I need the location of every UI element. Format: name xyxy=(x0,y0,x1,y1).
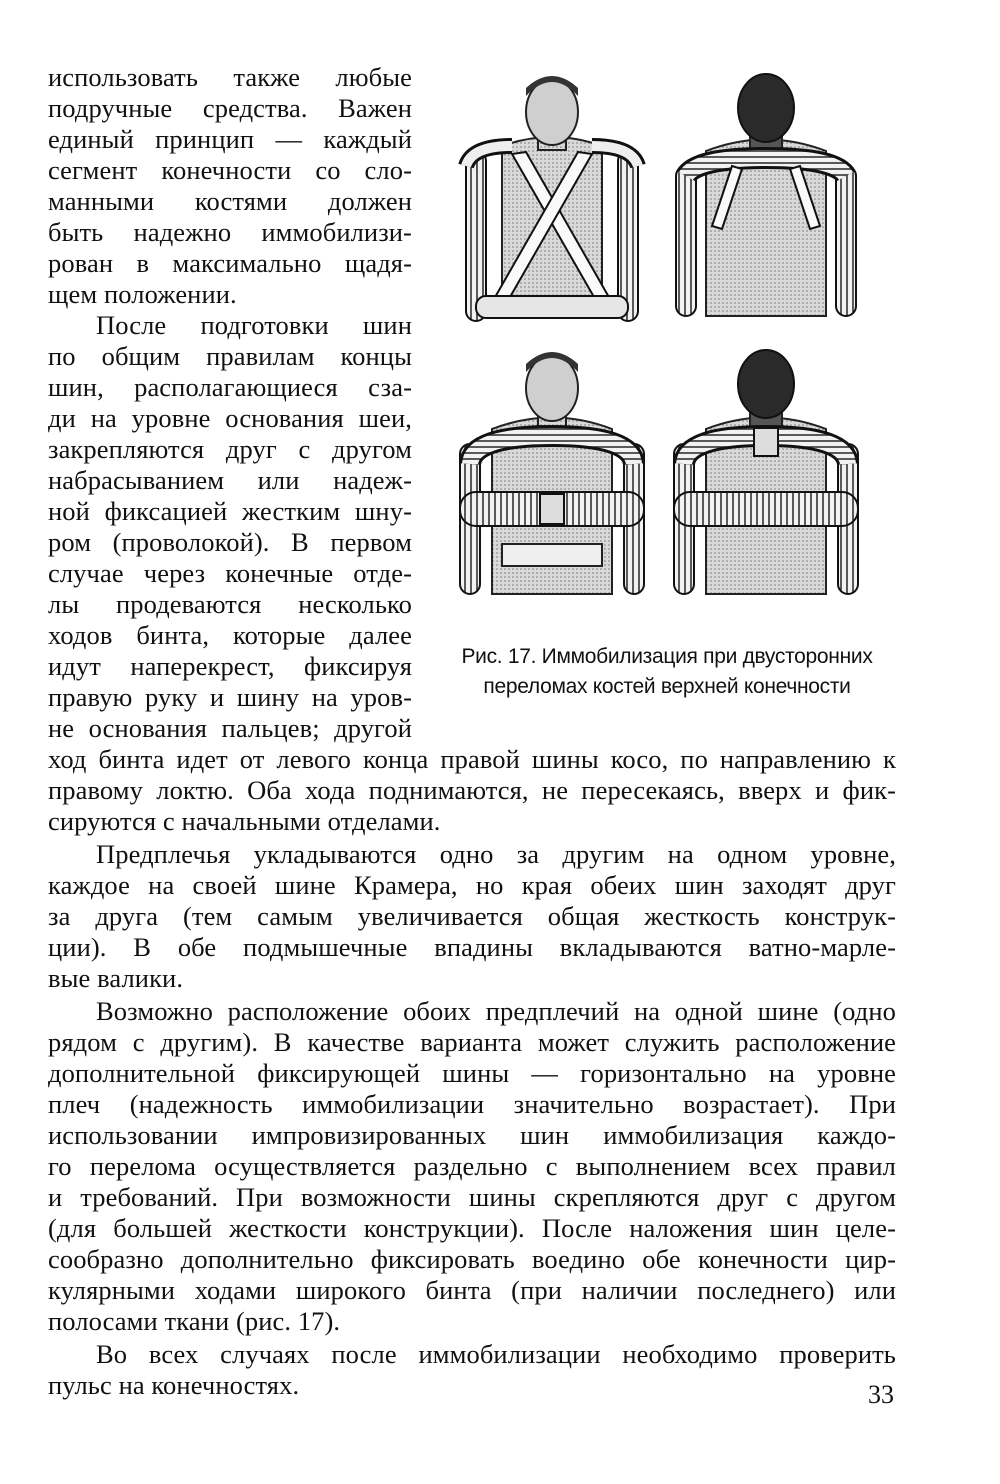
text-line: набрасыванием или надеж- xyxy=(48,465,412,495)
text-line: ди на уровне основания шеи, xyxy=(48,403,412,433)
text-line: не основания пальцев; другой xyxy=(48,713,412,743)
text-line: ход бинта идет от левого конца правой шины косо, по направлению к xyxy=(48,744,896,774)
text-line: рован в максимально щадя- xyxy=(48,248,412,278)
text-line: правому локтю. Оба хода поднимаются, не пересекаясь, вверх и фик- xyxy=(48,775,896,805)
text-line: и требований. При возможности шины скрепляются друг с другом xyxy=(48,1182,896,1212)
text-line: пульс на конечностях. xyxy=(48,1370,300,1400)
text-line: Во всех случаях после иммобилизации необходимо проверить xyxy=(96,1339,896,1369)
figure-panel-back-horizontal xyxy=(674,350,858,594)
text-line: за друга (тем самым увеличивается общая жесткость конструк- xyxy=(48,901,896,931)
text-line: вые валики. xyxy=(48,963,184,993)
text-line: ной фиксацией жестким шну- xyxy=(48,496,412,526)
text-line: ходов бинта, которые далее xyxy=(48,620,412,650)
figure-panel-back-crossed xyxy=(676,74,856,316)
text-line: единый принцип — каждый xyxy=(48,124,412,154)
text-line: ром (проволокой). В первом xyxy=(48,527,412,557)
text-line: сообразно дополнительно фиксировать воедино обе конечности цир- xyxy=(48,1244,896,1274)
text-line: Предплечья укладываются одно за другим на одном уровне, xyxy=(96,839,896,869)
figure-caption: переломах костей верхней конечности xyxy=(483,675,851,698)
text-line: Возможно расположение обоих предплечий на одной шине (одно xyxy=(96,996,896,1026)
text-line: шин, располагающиеся сза- xyxy=(48,372,412,402)
figure-caption: Рис. 17. Иммобилизация при двусторонних xyxy=(461,645,873,668)
figure-panel-front-crossed xyxy=(466,76,638,321)
text-line: идут наперекрест, фиксируя xyxy=(48,651,412,681)
text-line: закрепляются друг с другом xyxy=(48,434,412,464)
text-line: случае через конечные отде- xyxy=(48,558,412,588)
figure-immobilization xyxy=(452,66,866,614)
text-line: подручные средства. Важен xyxy=(48,93,412,123)
text-line: сегмент конечности со сло- xyxy=(48,155,412,185)
text-line: щем положении. xyxy=(48,279,237,309)
text-line: сируются с начальными отделами. xyxy=(48,806,441,836)
text-line: кулярными ходами широкого бинта (при наличии последнего) или xyxy=(48,1275,896,1305)
text-line: по общим правилам концы xyxy=(48,341,412,371)
text-line: использовать также любые xyxy=(48,62,412,92)
text-line: использовании импровизированных шин иммобилизация каждо- xyxy=(48,1120,896,1150)
text-line: правую руку и шину на уров- xyxy=(48,682,412,712)
text-line: лы продеваются несколько xyxy=(48,589,412,619)
text-line: манными костями должен xyxy=(48,186,412,216)
text-line: ции). В обе подмышечные впадины вкладываются ватно-марле- xyxy=(48,932,896,962)
page-number: 33 xyxy=(868,1380,894,1409)
text-line: полосами ткани (рис. 17). xyxy=(48,1306,341,1336)
text-line: быть надежно иммобилизи- xyxy=(48,217,412,247)
text-line: После подготовки шин xyxy=(96,310,412,340)
text-line: го перелома осуществляется раздельно с выполнением всех правил xyxy=(48,1151,896,1181)
text-line: плеч (надежность иммобилизации значительно возрастает). При xyxy=(48,1089,896,1119)
figure-panel-front-horizontal xyxy=(460,352,644,594)
text-line: (для большей жесткости конструкции). После наложения шин целе- xyxy=(48,1213,896,1243)
text-line: дополнительной фиксирующей шины — горизонтально на уровне xyxy=(48,1058,896,1088)
text-line: рядом с другим). В качестве варианта может служить расположение xyxy=(48,1027,896,1057)
text-line: каждое на своей шине Крамера, но края обеих шин заходят друг xyxy=(48,870,896,900)
